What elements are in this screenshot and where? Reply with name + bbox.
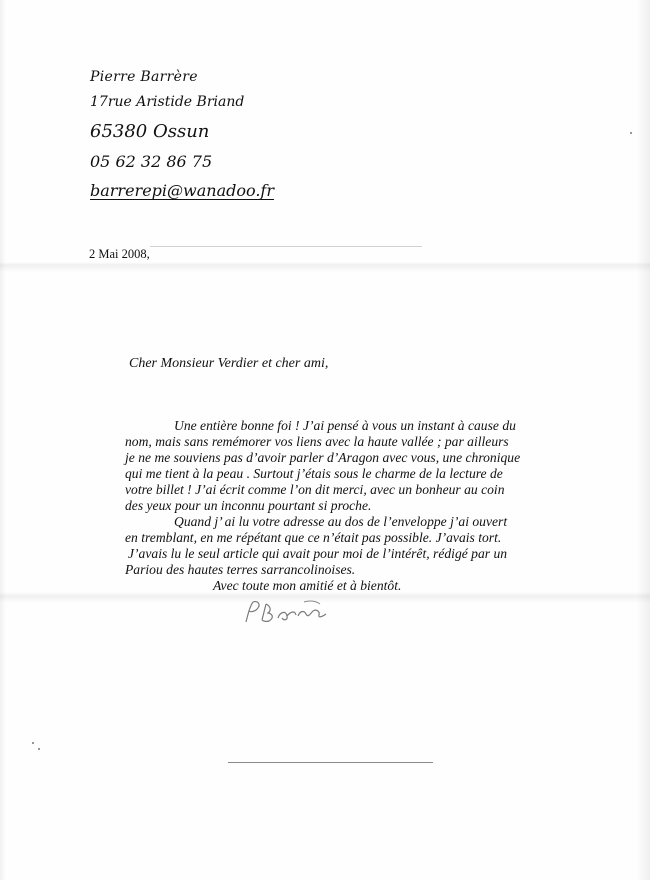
- body-line: des yeux pour un inconnu pourtant si proche.: [125, 498, 372, 513]
- body-line: en tremblant, en me répétant que ce n’était pas possible. J’avais tort.: [125, 530, 502, 545]
- paper-edge-shadow-right: [636, 0, 650, 880]
- sender-city: 65380 Ossun: [90, 121, 210, 142]
- body-line: J’avais lu le seul article qui avait pour moi de l’intérêt, rédigé par un: [128, 546, 508, 561]
- body-line: Avec toute mon amitié et à bientôt.: [213, 578, 402, 593]
- handwritten-signature: [240, 596, 340, 630]
- date-rule: [150, 246, 422, 247]
- scan-speck: [630, 132, 632, 134]
- body-line: Une entière bonne foi ! J’ai pensé à vous un instant à cause du: [174, 418, 516, 433]
- body-line: je ne me souviens pas d’avoir parler d’Aragon avec vous, une chronique: [125, 450, 521, 465]
- scan-speck: [38, 748, 40, 750]
- sender-name: Pierre Barrère: [90, 69, 198, 85]
- footer-rule: [228, 762, 433, 763]
- scan-speck: [32, 742, 34, 744]
- body-line: Quand j’ ai lu votre adresse au dos de l’enveloppe j’ai ouvert: [174, 514, 508, 529]
- body-line: nom, mais sans remémorer vos liens avec la haute vallée ; par ailleurs: [125, 434, 509, 449]
- letter-date: 2 Mai 2008,: [89, 247, 150, 261]
- sender-email: barrerepi@wanadoo.fr: [90, 181, 274, 200]
- sender-address-block: [90, 70, 274, 199]
- paper-edge-shadow-left: [0, 0, 6, 880]
- body-line: qui me tient à la peau . Surtout j’étais sous le charme de la lecture de: [125, 466, 503, 481]
- greeting: Cher Monsieur Verdier et cher ami,: [129, 356, 329, 371]
- body-line: Pariou des hautes terres sarrancolinoises.: [125, 562, 356, 577]
- sender-street: 17rue Aristide Briand: [90, 94, 245, 110]
- sender-phone: 05 62 32 86 75: [90, 152, 213, 171]
- body-line: votre billet ! J’ai écrit comme l’on dit merci, avec un bonheur au coin: [125, 482, 505, 497]
